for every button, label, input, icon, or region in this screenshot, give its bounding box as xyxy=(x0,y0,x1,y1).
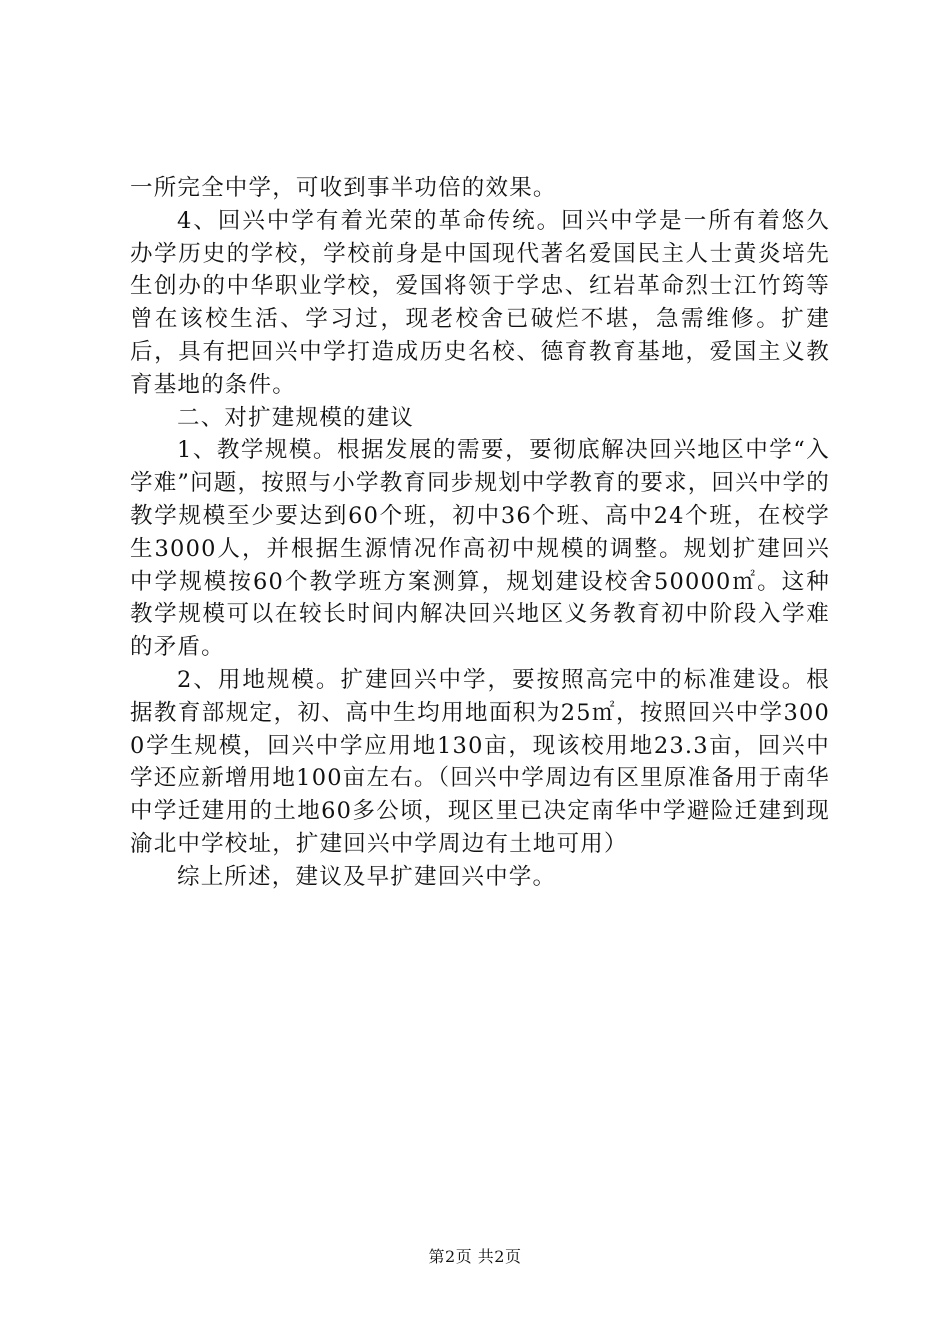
section-heading-scale-proposal: 二、对扩建规模的建议 xyxy=(177,404,415,431)
paragraph-teaching-scale: 1、教学规模。根据发展的需要，要彻底解决回兴地区中学“入学难”问题，按照与小学教育同步规划中学教育的要求，回兴中学的教学规模至少要达到60个班，初中36个班、高中24个班，在校学生3000人，并根据生源情况作高初中规模的调整。规划扩建回兴中学规模按60个教学班方案测算，规划建设校舍50000㎡。这种教学规模可以在较长时间内解决回兴地区义务教育初中阶段入学难的矛盾。 xyxy=(130,437,831,661)
paragraph-conclusion: 综上所述，建议及早扩建回兴中学。 xyxy=(177,863,557,890)
document-body xyxy=(130,172,830,894)
paragraph-revolutionary-tradition: 4、回兴中学有着光荣的革命传统。回兴中学是一所有着悠久办学历史的学校，学校前身是中国现代著名爱国民主人士黄炎培先生创办的中华职业学校，爱国将领于学忠、红岩革命烈士江竹筠等曾在该校生活、学习过，现老校舍已破烂不堪，急需维修。扩建后，具有把回兴中学打造成历史名校、德育教育基地，爱国主义教育基地的条件。 xyxy=(130,207,830,398)
page-number-footer: 第2页 共2页 xyxy=(428,1247,522,1266)
paragraph-continuation: 一所完全中学，可收到事半功倍的效果。 xyxy=(130,175,557,201)
paragraph-land-scale: 2、用地规模。扩建回兴中学，要按照高完中的标准建设。根据教育部规定，初、高中生均用地面积为25㎡，按照回兴中学3000学生规模，回兴中学应用地130亩，现该校用地23.3亩，回兴中学还应新增用地100亩左右。（回兴中学周边有区里原准备用于南华中学迁建用的土地60多公顷，现区里已决定南华中学避险迁建到现渝北中学校址，扩建回兴中学周边有土地可用） xyxy=(130,666,830,857)
